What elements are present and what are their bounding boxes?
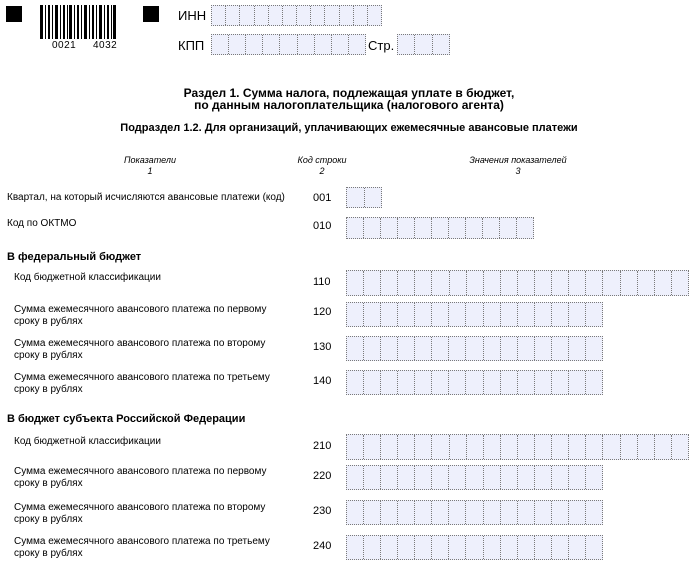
char-cell: [552, 466, 569, 489]
regional-m1-label-line1: Сумма ежемесячного авансового платежа по первому: [14, 466, 267, 477]
char-cell: [347, 337, 364, 360]
char-cell: [364, 466, 381, 489]
regional-m3-label-line1: Сумма ежемесячного авансового платежа по третьему: [14, 536, 270, 547]
char-cell: [364, 271, 381, 295]
federal-m3-code: 140: [313, 375, 332, 387]
char-cell: [432, 435, 449, 459]
char-cell: [449, 303, 466, 326]
char-cell: [398, 35, 415, 54]
char-cell: [332, 35, 349, 54]
char-cell: [466, 218, 483, 238]
char-cell: [347, 435, 364, 459]
char-cell: [518, 303, 535, 326]
char-cell: [347, 218, 364, 238]
federal-m1-label-line1: Сумма ежемесячного авансового платежа по первому: [14, 304, 267, 315]
char-cell: [501, 337, 518, 360]
regional-m2-label: [14, 502, 265, 526]
char-cell: [603, 271, 620, 295]
char-cell: [340, 6, 354, 25]
char-cell: [501, 501, 518, 524]
char-cell: [586, 303, 602, 326]
subsection-title: Подраздел 1.2. Для организаций, уплачивающих ежемесячные авансовые платежи: [120, 122, 578, 134]
federal-m2-label-line1: Сумма ежемесячного авансового платежа по второму: [14, 338, 266, 349]
char-cell: [226, 6, 240, 25]
char-cell: [432, 337, 449, 360]
corner-marker-left: [6, 6, 22, 22]
char-cell: [518, 371, 535, 394]
char-cell: [569, 337, 586, 360]
regional-m3-field[interactable]: [346, 535, 603, 560]
char-cell: [535, 371, 552, 394]
column-header-values-text: Значения показателей: [469, 155, 567, 165]
char-cell: [484, 371, 501, 394]
char-cell: [364, 303, 381, 326]
regional-m3-code: 240: [313, 540, 332, 552]
char-cell: [364, 337, 381, 360]
kpp-label: КПП: [178, 38, 205, 53]
char-cell: [569, 303, 586, 326]
char-cell: [381, 271, 398, 295]
char-cell: [501, 536, 518, 559]
char-cell: [432, 371, 449, 394]
column-header-line-code-num: 2: [319, 166, 325, 176]
char-cell: [415, 435, 432, 459]
char-cell: [467, 435, 484, 459]
char-cell: [212, 6, 226, 25]
char-cell: [381, 435, 398, 459]
regional-m2-field[interactable]: [346, 500, 603, 525]
char-cell: [484, 337, 501, 360]
char-cell: [364, 501, 381, 524]
char-cell: [552, 371, 569, 394]
char-cell: [381, 501, 398, 524]
char-cell: [569, 466, 586, 489]
row-quarter-code: 001: [313, 192, 332, 204]
char-cell: [415, 501, 432, 524]
char-cell: [381, 466, 398, 489]
char-cell: [569, 435, 586, 459]
char-cell: [535, 337, 552, 360]
char-cell: [364, 218, 381, 238]
barcode-image: [40, 5, 116, 39]
char-cell: [364, 536, 381, 559]
char-cell: [398, 337, 415, 360]
char-cell: [535, 536, 552, 559]
char-cell: [347, 271, 364, 295]
regional-m2-code: 230: [313, 505, 332, 517]
char-cell: [552, 435, 569, 459]
barcode-digits-left: 0021: [52, 40, 77, 51]
char-cell: [433, 35, 449, 54]
char-cell: [518, 501, 535, 524]
char-cell: [501, 435, 518, 459]
char-cell: [297, 6, 311, 25]
char-cell: [347, 303, 364, 326]
inn-label: ИНН: [178, 8, 207, 23]
char-cell: [364, 371, 381, 394]
regional-m1-label-line2: сроку в рублях: [14, 478, 83, 489]
char-cell: [621, 271, 638, 295]
char-cell: [354, 6, 368, 25]
regional-m1-label: [14, 466, 266, 490]
char-cell: [398, 303, 415, 326]
row-quarter-field[interactable]: [346, 187, 382, 208]
char-cell: [655, 435, 672, 459]
federal-m1-label: [14, 304, 266, 328]
char-cell: [466, 536, 483, 559]
char-cell: [552, 501, 569, 524]
char-cell: [263, 35, 280, 54]
char-cell: [432, 466, 449, 489]
char-cell: [569, 271, 586, 295]
char-cell: [398, 271, 415, 295]
char-cell: [381, 218, 398, 238]
char-cell: [484, 536, 501, 559]
regional-m2-label-line1: Сумма ежемесячного авансового платежа по второму: [14, 502, 266, 513]
char-cell: [466, 303, 483, 326]
regional-m2-label-line2: сроку в рублях: [14, 514, 83, 525]
char-cell: [449, 337, 466, 360]
char-cell: [586, 466, 602, 489]
column-header-values: [443, 155, 593, 177]
column-header-indicators: [100, 155, 200, 177]
barcode-digits-right: 4032: [93, 40, 118, 51]
char-cell: [518, 271, 535, 295]
char-cell: [212, 35, 229, 54]
char-cell: [432, 501, 449, 524]
char-cell: [569, 501, 586, 524]
char-cell: [325, 6, 339, 25]
char-cell: [280, 35, 297, 54]
char-cell: [467, 271, 484, 295]
char-cell: [500, 218, 517, 238]
column-header-indicators-num: 1: [147, 166, 153, 176]
char-cell: [398, 371, 415, 394]
federal-m3-label: [14, 372, 270, 396]
char-cell: [255, 6, 269, 25]
char-cell: [381, 337, 398, 360]
char-cell: [347, 536, 364, 559]
char-cell: [398, 536, 415, 559]
char-cell: [415, 337, 432, 360]
char-cell: [449, 536, 466, 559]
char-cell: [415, 218, 432, 238]
char-cell: [535, 466, 552, 489]
char-cell: [518, 435, 535, 459]
char-cell: [364, 435, 381, 459]
char-cell: [586, 435, 603, 459]
char-cell: [415, 536, 432, 559]
char-cell: [518, 337, 535, 360]
char-cell: [586, 337, 602, 360]
char-cell: [365, 188, 382, 207]
kpp-field[interactable]: [211, 34, 366, 55]
char-cell: [229, 35, 246, 54]
char-cell: [483, 218, 500, 238]
federal-m3-field[interactable]: [346, 370, 603, 395]
char-cell: [449, 501, 466, 524]
federal-kbk-code: 110: [313, 276, 331, 288]
char-cell: [484, 303, 501, 326]
char-cell: [501, 303, 518, 326]
char-cell: [381, 536, 398, 559]
char-cell: [466, 371, 483, 394]
char-cell: [449, 371, 466, 394]
char-cell: [552, 303, 569, 326]
char-cell: [415, 35, 432, 54]
char-cell: [552, 337, 569, 360]
char-cell: [398, 435, 415, 459]
federal-m2-field[interactable]: [346, 336, 603, 361]
federal-m2-label: [14, 338, 265, 362]
federal-m3-label-line1: Сумма ежемесячного авансового платежа по третьему: [14, 372, 270, 383]
regional-m1-code: 220: [313, 470, 332, 482]
char-cell: [466, 501, 483, 524]
char-cell: [415, 271, 432, 295]
char-cell: [517, 218, 533, 238]
char-cell: [655, 271, 672, 295]
char-cell: [672, 271, 688, 295]
federal-kbk-field[interactable]: [346, 270, 689, 296]
char-cell: [535, 435, 552, 459]
char-cell: [381, 371, 398, 394]
column-header-indicators-text: Показатели: [124, 155, 176, 165]
char-cell: [449, 218, 466, 238]
char-cell: [347, 466, 364, 489]
char-cell: [398, 501, 415, 524]
char-cell: [450, 271, 467, 295]
char-cell: [586, 501, 602, 524]
federal-kbk-label: Код бюджетной классификации: [14, 272, 161, 283]
char-cell: [603, 435, 620, 459]
char-cell: [535, 303, 552, 326]
corner-marker-right: [143, 6, 159, 22]
char-cell: [415, 371, 432, 394]
regional-m3-label-line2: сроку в рублях: [14, 548, 83, 559]
char-cell: [484, 271, 501, 295]
char-cell: [466, 466, 483, 489]
char-cell: [240, 6, 254, 25]
regional-kbk-code: 210: [313, 440, 332, 452]
char-cell: [347, 501, 364, 524]
char-cell: [432, 271, 449, 295]
column-header-line-code-text: Код строки: [297, 155, 347, 165]
char-cell: [466, 337, 483, 360]
char-cell: [381, 303, 398, 326]
char-cell: [638, 271, 655, 295]
char-cell: [672, 435, 688, 459]
column-header-line-code: [272, 155, 372, 177]
federal-m1-field[interactable]: [346, 302, 603, 327]
row-oktmo-field[interactable]: [346, 217, 534, 239]
page-number-field[interactable]: [397, 34, 450, 55]
section-title-line2: по данным налогоплательщика (налогового агента): [194, 98, 504, 112]
char-cell: [586, 371, 602, 394]
regional-kbk-label: Код бюджетной классификации: [14, 436, 161, 447]
row-quarter-label: Квартал, на который исчисляются авансовые платежи (код): [7, 192, 285, 203]
column-header-values-num: 3: [515, 166, 521, 176]
char-cell: [311, 6, 325, 25]
char-cell: [552, 536, 569, 559]
federal-m1-code: 120: [313, 306, 332, 318]
char-cell: [283, 6, 297, 25]
char-cell: [501, 371, 518, 394]
page-label: Стр.: [368, 38, 395, 53]
char-cell: [432, 536, 449, 559]
char-cell: [621, 435, 638, 459]
section-title-line1: Раздел 1. Сумма налога, подлежащая уплате в бюджет,: [183, 86, 515, 100]
char-cell: [586, 271, 603, 295]
row-oktmo-code: 010: [313, 220, 332, 232]
char-cell: [449, 466, 466, 489]
char-cell: [315, 35, 332, 54]
char-cell: [347, 188, 365, 207]
regional-m3-label: [14, 536, 270, 560]
char-cell: [569, 371, 586, 394]
char-cell: [246, 35, 263, 54]
char-cell: [638, 435, 655, 459]
char-cell: [501, 271, 518, 295]
federal-m3-label-line2: сроку в рублях: [14, 384, 83, 395]
char-cell: [484, 435, 501, 459]
char-cell: [347, 371, 364, 394]
char-cell: [535, 501, 552, 524]
federal-m2-label-line2: сроку в рублях: [14, 350, 83, 361]
char-cell: [368, 6, 381, 25]
inn-field[interactable]: [211, 5, 382, 26]
row-oktmo-label: Код по ОКТМО: [7, 218, 77, 229]
regional-kbk-field[interactable]: [346, 434, 689, 460]
char-cell: [484, 501, 501, 524]
char-cell: [398, 218, 415, 238]
federal-m2-code: 130: [313, 341, 332, 353]
char-cell: [552, 271, 569, 295]
char-cell: [518, 536, 535, 559]
federal-budget-heading: В федеральный бюджет: [7, 251, 142, 263]
char-cell: [415, 466, 432, 489]
federal-m1-label-line2: сроку в рублях: [14, 316, 83, 327]
char-cell: [569, 536, 586, 559]
char-cell: [501, 466, 518, 489]
char-cell: [298, 35, 315, 54]
char-cell: [586, 536, 602, 559]
char-cell: [415, 303, 432, 326]
char-cell: [535, 271, 552, 295]
char-cell: [349, 35, 365, 54]
char-cell: [484, 466, 501, 489]
char-cell: [398, 466, 415, 489]
char-cell: [450, 435, 467, 459]
char-cell: [432, 218, 449, 238]
char-cell: [269, 6, 283, 25]
regional-budget-heading: В бюджет субъекта Российской Федерации: [7, 413, 246, 425]
regional-m1-field[interactable]: [346, 465, 603, 490]
char-cell: [518, 466, 535, 489]
char-cell: [432, 303, 449, 326]
